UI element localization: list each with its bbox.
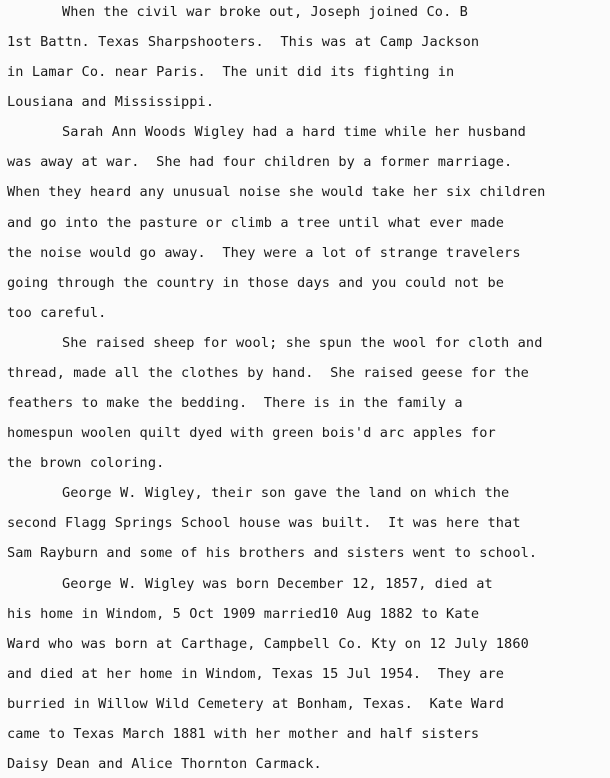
text-line: Sam Rayburn and some of his brothers and sisters went to school. (7, 545, 538, 561)
text-line: burried in Willow Wild Cemetery at Bonham, Texas. Kate Ward (7, 696, 505, 712)
text-line: too careful. (7, 305, 107, 321)
text-line: She raised sheep for wool; she spun the wool for cloth and (62, 335, 543, 351)
text-line: and died at her home in Windom, Texas 15 Jul 1954. They are (7, 666, 505, 682)
text-line: going through the country in those days and you could not be (7, 275, 505, 291)
text-line: feathers to make the bedding. There is in the family a (7, 395, 463, 411)
text-line: homespun woolen quilt dyed with green bois'd arc apples for (7, 425, 496, 441)
text-line: second Flagg Springs School house was built. It was here that (7, 515, 521, 531)
text-line: Sarah Ann Woods Wigley had a hard time while her husband (62, 124, 526, 140)
text-line: Daisy Dean and Alice Thornton Carmack. (7, 756, 322, 772)
text-line: came to Texas March 1881 with her mother and half sisters (7, 726, 480, 742)
text-line: thread, made all the clothes by hand. She raised geese for the (7, 365, 529, 381)
text-line: the noise would go away. They were a lot of strange travelers (7, 245, 521, 261)
text-line: George W. Wigley, their son gave the land on which the (62, 485, 510, 501)
text-line: the brown coloring. (7, 455, 165, 471)
text-line: his home in Windom, 5 Oct 1909 married10 Aug 1882 to Kate (7, 606, 480, 622)
text-line: and go into the pasture or climb a tree until what ever made (7, 215, 505, 231)
text-line: When they heard any unusual noise she would take her six children (7, 184, 546, 200)
text-line: When the civil war broke out, Joseph joined Co. B (62, 4, 468, 20)
text-line: George W. Wigley was born December 12, 1857, died at (62, 576, 493, 592)
text-line: Ward who was born at Carthage, Campbell Co. Kty on 12 July 1860 (7, 636, 529, 652)
text-line: Lousiana and Mississippi. (7, 94, 215, 110)
text-line: in Lamar Co. near Paris. The unit did its fighting in (7, 64, 455, 80)
text-line: was away at war. She had four children by a former marriage. (7, 154, 513, 170)
text-line: 1st Battn. Texas Sharpshooters. This was at Camp Jackson (7, 34, 480, 50)
